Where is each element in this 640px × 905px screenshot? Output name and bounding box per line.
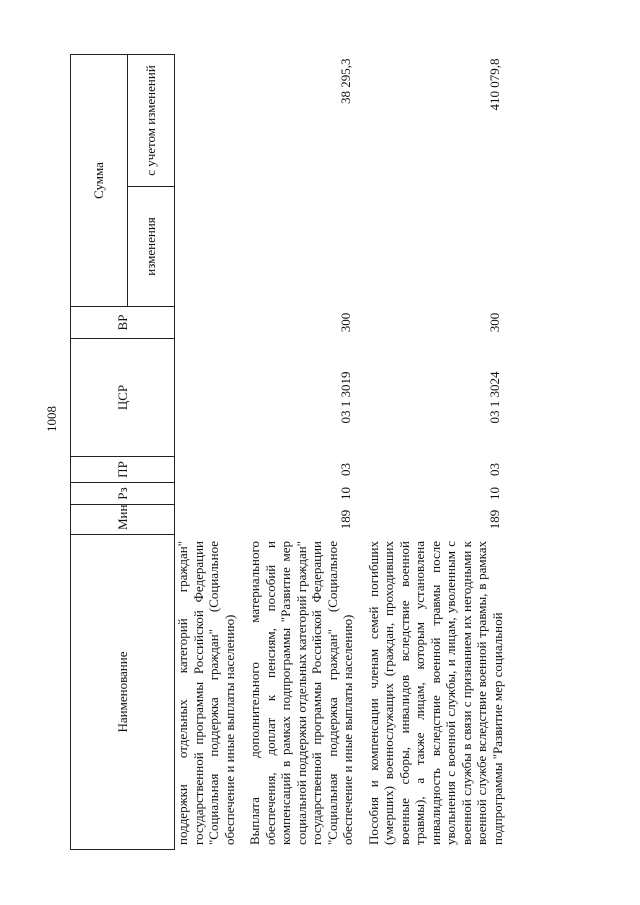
row-min: 189 [487, 509, 502, 530]
row-changes [358, 187, 508, 307]
header-name: Наименование [71, 535, 175, 850]
budget-table-rotated [70, 55, 610, 850]
row-rz: 10 [487, 487, 502, 500]
header-rz: Рз [71, 483, 175, 505]
table-row [239, 55, 358, 850]
header-vr: ВР [71, 307, 175, 339]
row-changes [239, 187, 358, 307]
row-total: 410 079,8 [487, 58, 502, 111]
table-row [175, 55, 240, 850]
header-sum: Сумма [71, 55, 128, 307]
header-with-changes: с учетом изменений [128, 55, 175, 187]
row-min [175, 505, 240, 535]
budget-table [70, 54, 507, 850]
row-total: 38 295,3 [337, 58, 353, 104]
page-number: 1008 [44, 406, 59, 432]
row-csr: 03 1 3019 [337, 371, 353, 424]
row-rz: 10 [337, 487, 353, 500]
row-total [175, 55, 240, 187]
row-csr [175, 339, 240, 457]
row-name: поддержки отдельных категорий граждан" государственной программы Российской Федерации "Социальная поддержка граждан" (Социальное обеспечение и иные выплаты населению) [175, 541, 237, 845]
table-row [358, 55, 508, 850]
row-name: Пособия и компенсации членам семей погибших (умерших) военнослужащих (граждан, проходивших военные сборы, инвалидов вследствие военной травмы), а также лицам, которым установлена инвалидность вследствие военной травмы после увольнения с военной службы, и лицам, уволенным с военной службы в связи с признанием их негодными к военной службе вследствие военной травмы, в рамках подпрограммы "Развитие мер социальной [365, 541, 505, 845]
row-pr: 03 [337, 463, 353, 476]
header-changes: изменения [128, 187, 175, 307]
row-pr [175, 457, 240, 483]
row-vr [175, 307, 240, 339]
row-vr: 300 [337, 312, 353, 333]
header-pr: ПР [71, 457, 175, 483]
header-min: Мин [71, 505, 175, 535]
row-rz [175, 483, 240, 505]
header-csr: ЦСР [71, 339, 175, 457]
row-changes [175, 187, 240, 307]
row-min: 189 [337, 509, 353, 530]
row-name: Выплата дополнительного материального обеспечения, доплат к пенсиям, пособий и компенсаций в рамках подпрограммы "Развитие мер социальной поддержки отдельных категорий граждан" государственной программы Российской Федерации "Социальная поддержка граждан" (Социальное обеспечение и иные выплаты населению) [247, 541, 355, 845]
row-pr: 03 [487, 463, 502, 476]
row-csr: 03 1 3024 [487, 371, 502, 424]
row-vr: 300 [487, 312, 502, 333]
